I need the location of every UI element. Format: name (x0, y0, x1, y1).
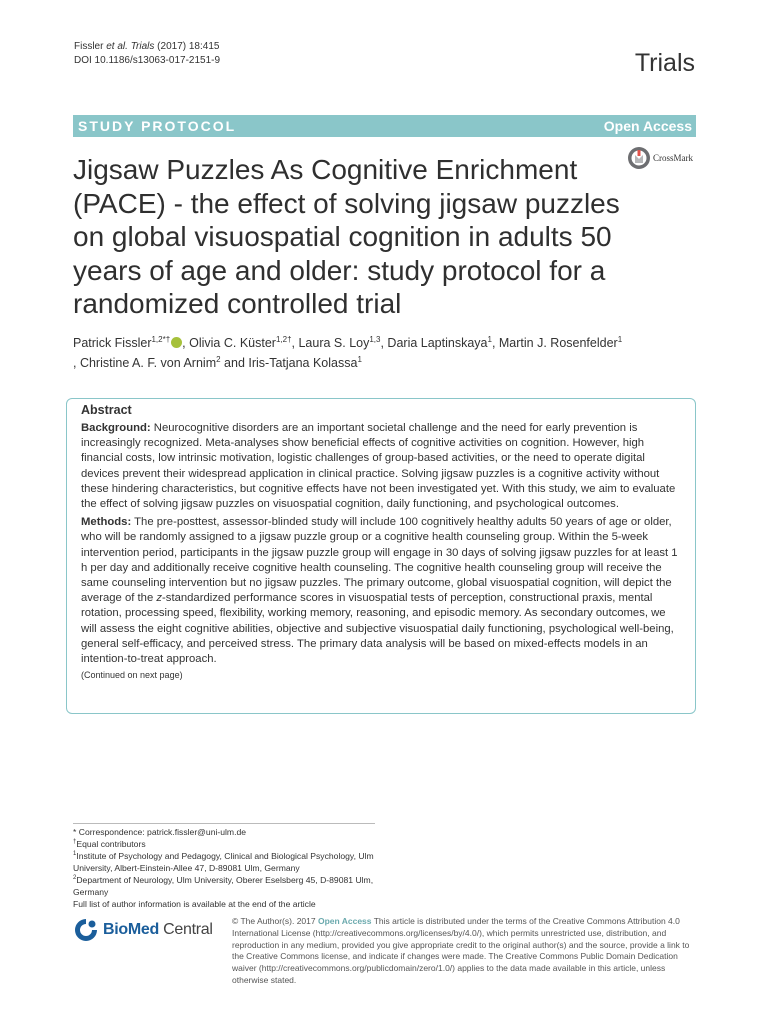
equal-contributors: †Equal contributors (73, 839, 146, 849)
orcid-icon[interactable] (171, 337, 182, 348)
doi: DOI 10.1186/s13063-017-2151-9 (74, 55, 221, 66)
full-author-info: Full list of author information is available at the end of the article (73, 899, 316, 909)
biomed-central-icon (73, 917, 99, 943)
license-text: © The Author(s). 2017 Open Access This article is distributed under the terms of the Creative Commons Attribution 4.0 International License (http://creativecommons.org/licenses/by/4.0/), which permits unrestricted use, distribution, and reproduction in any medium, provided you give appropriate credit to the original author(s) and the source, provide a link to the Creative Commons license, and indicate if changes were made. The Creative Commons Public Domain Dedication waiver (http://creativecommons.org/publicdomain/zero/1.0/) applies to the data made available in this article, unless otherwise stated. (232, 916, 690, 985)
abstract-background (81, 421, 683, 512)
open-access-label: Open Access (603, 118, 692, 134)
continued-note: (Continued on next page) (81, 670, 183, 681)
author-affiliation: 1 (357, 354, 362, 364)
crossmark-badge[interactable] (627, 146, 693, 170)
author-name: , Laura S. Loy (291, 336, 370, 350)
correspondence: * Correspondence: patrick.fissler@uni-ulm.de (73, 827, 247, 837)
citation (74, 40, 220, 68)
author-name: and Iris-Tatjana Kolassa (220, 356, 358, 370)
publisher-name: BioMed Central (103, 921, 213, 938)
citation-journal: et al. Trials (106, 41, 155, 52)
author-name: , Christine A. F. von Arnim (73, 356, 217, 370)
journal-name: Trials (634, 49, 695, 77)
abstract-heading: Abstract (81, 403, 132, 417)
background-text: Neurocognitive disorders are an important societal challenge and the need for early prevention is increasingly recognized. Meta-analyses show beneficial effects of cognitive activities on cognition. However, high financial costs, low intrinsic motivation, logistic challenges of group-based activities, or the need to operate digital devices prevent their widespread application in clinical practice. Solving jigsaw puzzles is a cognitive activity without these hindering characteristics, but cognitive effects have not been investigated yet. With this study, we aim to evaluate the effect of solving jigsaw puzzles on visuospatial cognition, daily functioning, and psychological outcomes. (81, 422, 676, 511)
author-affiliation: 2 (216, 354, 221, 364)
article-type: STUDY PROTOCOL (78, 118, 237, 134)
background-label: Background: (81, 422, 151, 434)
affiliation-1: $^1$Institute of Psychology and Pedagogy, Clinical and Biological Psychology, Ulm University, Albert-Einstein-Allee 47, D-89081 Ulm, Germany (73, 851, 374, 873)
citation-authors: Fissler (74, 41, 104, 52)
article-type-banner (73, 115, 696, 137)
author-name: , Daria Laptinskaya (380, 336, 488, 350)
license-open-access: Open Access (317, 916, 372, 926)
methods-text-continued: -standardized performance scores in visuospatial tests of perception, constructional praxis, mental rotation, processing speed, flexibility, working memory, reasoning, and episodic memory. As secondary outcomes, we will assess the eight cognitive abilities, objective and subjective visuospatial daily functioning, psychological well-being, general self-efficacy, and perceived stress. The primary data analysis will be based on mixed-effects models in an intention-to-treat approach. (81, 592, 674, 666)
abstract-box (66, 398, 696, 714)
crossmark-icon (627, 146, 651, 170)
affiliation-marker: 1 (73, 851, 77, 858)
citation-year: (2017) 18:415 (154, 41, 220, 52)
author-name: , Olivia C. Küster (182, 336, 276, 350)
author-affiliation: 1,3 (369, 334, 381, 344)
footnote-divider (73, 823, 375, 824)
author-affiliation: 1,2† (275, 334, 292, 344)
methods-text: The pre-posttest, assessor-blinded study will include 100 cognitively healthy adults 50 years of age or older, who will be randomly assigned to a jigsaw puzzle group or a cognitive health counseling group. Within the 5-week intervention period, participants in the jigsaw puzzle group will engage in 30 days of solving jigsaw puzzles for at least 1 h per day and additionally receive cognitive health counseling. The cognitive health counseling group will receive the same counseling intervention but no jigsaw puzzles. The primary outcome, global visuospatial cognition, will depict the average of the (81, 516, 678, 605)
publisher-logo[interactable] (73, 917, 213, 943)
crossmark-label: CrossMark (653, 153, 693, 163)
methods-label: Methods: (81, 516, 132, 529)
author-list (73, 333, 683, 373)
equal-marker: † (73, 839, 77, 846)
author-affiliation: 1,2*† (151, 334, 171, 344)
affiliation-2: $^2$Department of Neurology, Ulm University, Oberer Eselsberg 45, D-89081 Ulm, Germany (73, 875, 374, 897)
author-affiliation: 1 (487, 334, 492, 344)
abstract-methods (81, 515, 683, 667)
author-affiliation: 1 (617, 334, 623, 344)
affiliation-marker: 2 (73, 875, 77, 882)
footnotes (73, 826, 383, 910)
author-name: Patrick Fissler (73, 336, 152, 350)
article-title: Jigsaw Puzzles As Cognitive Enrichment (PACE) - the effect of solving jigsaw puzzles on global visuospatial cognition in adults 50 years of age and older: study protocol for a randomized controlled trial (73, 154, 620, 319)
methods-z: z (156, 592, 163, 605)
author-name: , Martin J. Rosenfelder (491, 336, 618, 350)
